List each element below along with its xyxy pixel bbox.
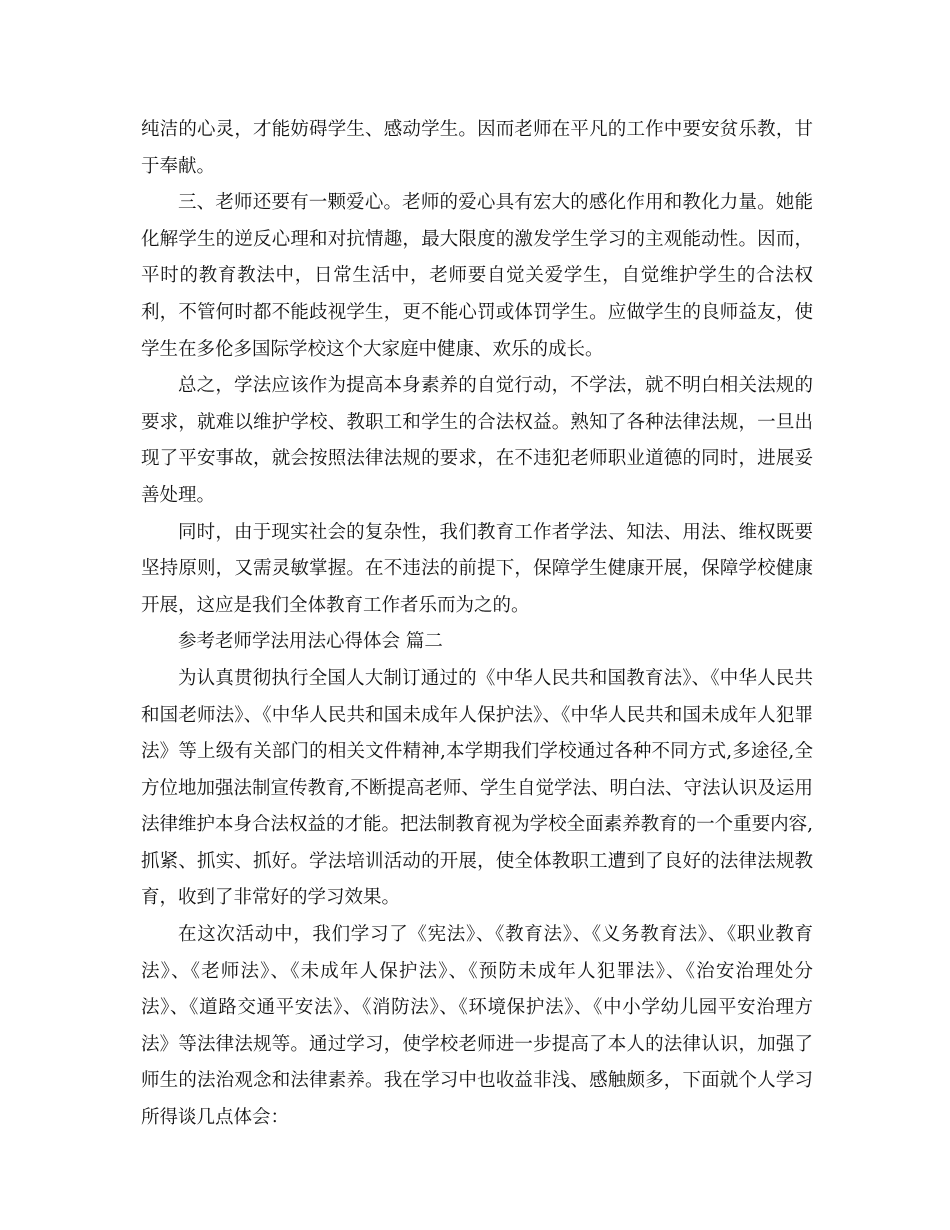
paragraph-complexity: 同时，由于现实社会的复杂性，我们教育工作者学法、知法、用法、维权既要坚持原则，又需灵敏掌握。在不违法的前提下，保障学生健康开展，保障学校健康开展，这应是我们全体教育工作者乐而为之的。 (141, 521, 813, 616)
document-body (141, 112, 813, 1137)
paragraph-summary: 总之，学法应该作为提高本身素养的自觉行动，不学法，就不明白相关法规的要求，就难以维护学校、教职工和学生的合法权益。熟知了各种法律法规，一旦出现了平安事故，就会按照法律法规的要求，在不违犯老师职业道德的同时，进展妥善处理。 (141, 375, 813, 506)
paragraph-continuation: 纯洁的心灵，才能妨碍学生、感动学生。因而老师在平凡的工作中要安贫乐教，甘于奉献。 (141, 119, 813, 177)
paragraph-laws-studied: 在这次活动中，我们学习了《宪法》、《教育法》、《义务教育法》、《职业教育法》、《老师法》、《未成年人保护法》、《预防未成年人犯罪法》、《治安治理处分法》、《道路交通平安法》、《消防法》、《环境保护法》、《中小学幼儿园平安治理方法》等法律法规等。通过学习，使学校老师进一步提高了本人的法律认识，加强了师生的法治观念和法律素养。我在学习中也收益非浅、感触颇多，下面就个人学习所得谈几点体会： (141, 924, 813, 1129)
paragraph-love: 三、老师还要有一颗爱心。老师的爱心具有宏大的感化作用和教化力量。她能化解学生的逆反心理和对抗情趣，最大限度的激发学生学习的主观能动性。因而，平时的教育教法中，日常生活中，老师要自觉关爱学生，自觉维护学生的合法权利，不管何时都不能歧视学生，更不能心罚或体罚学生。应做学生的良师益友，使学生在多伦多国际学校这个大家庭中健康、欢乐的成长。 (141, 192, 813, 360)
paragraph-intro: 为认真贯彻执行全国人大制订通过的《中华人民共和国教育法》、《中华人民共和国老师法》、《中华人民共和国未成年人保护法》、《中华人民共和国未成年人犯罪法》等上级有关部门的相关文件精神,本学期我们学校通过各种不同方式,多途径,全方位地加强法制宣传教育,不断提高老师、学生自觉学法、明白法、守法认识及运用法律维护本身合法权益的才能。把法制教育视为学校全面素养教育的一个重要内容,抓紧、抓实、抓好。学法培训活动的开展，使全体教职工遭到了良好的法律法规教育，收到了非常好的学习效果。 (141, 667, 813, 909)
section-heading: 参考老师学法用法心得体会 篇二 (178, 631, 443, 653)
